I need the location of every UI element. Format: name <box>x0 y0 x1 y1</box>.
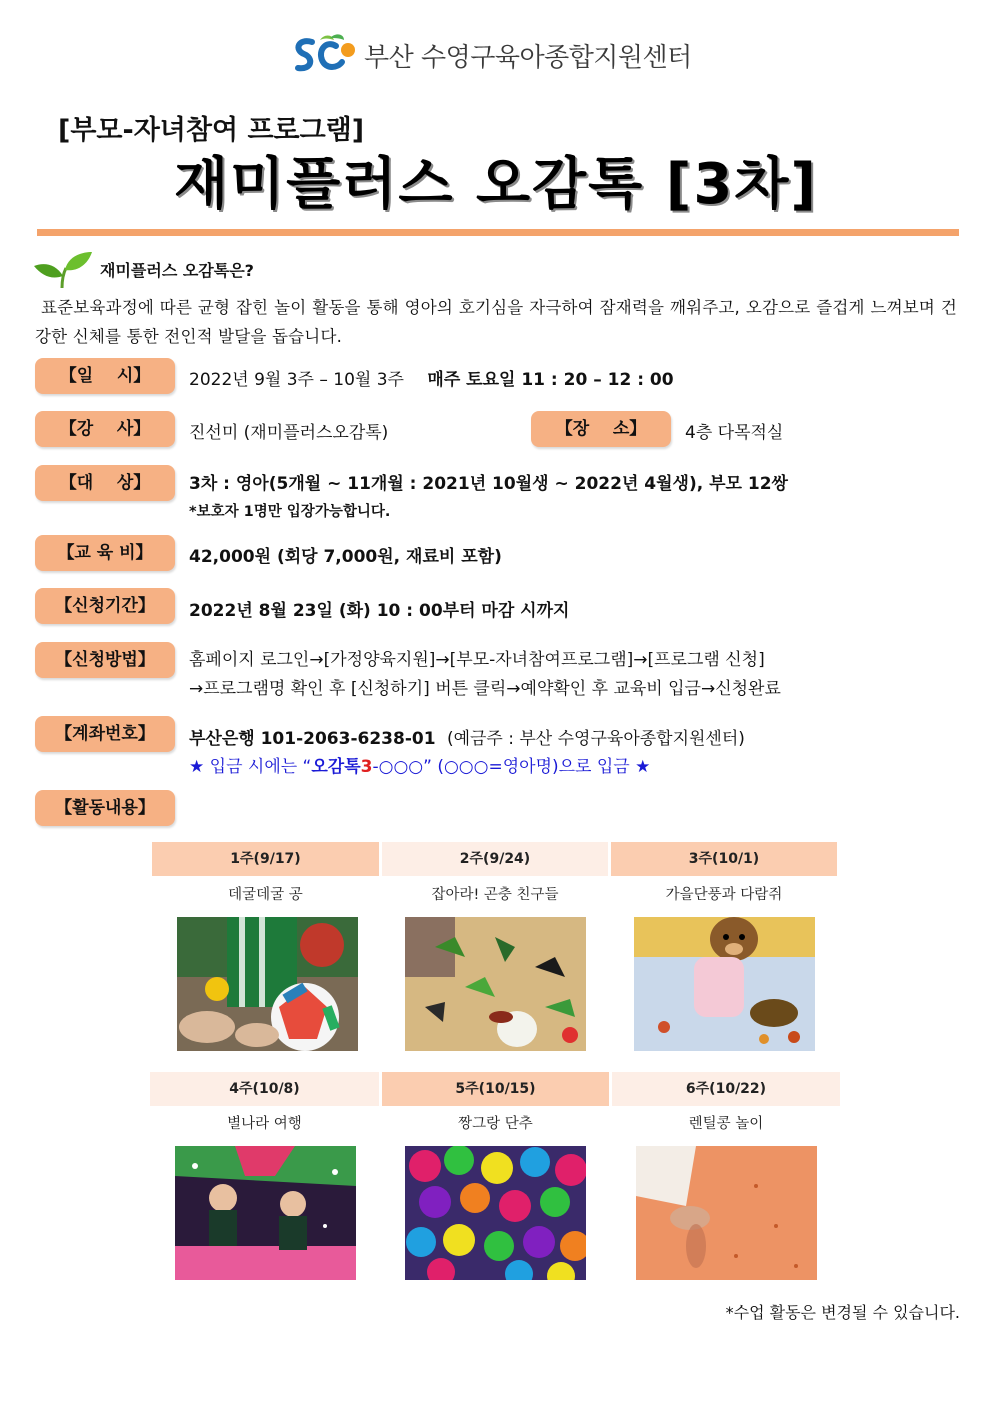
deposit-program-number: 3 <box>360 757 373 777</box>
method-line-1: 홈페이지 로그인→[가정양육지원]→[부모-자녀참여프로그램]→[프로그램 신청] <box>189 650 765 670</box>
week-6-header: 6주(10/22) <box>612 1072 840 1106</box>
week-2-header: 2주(9/24) <box>382 842 608 876</box>
week-3-photo <box>634 917 815 1051</box>
place-value: 4층 다목적실 <box>685 423 784 443</box>
week-5-header: 5주(10/15) <box>382 1072 609 1106</box>
intro-description: 표준보육과정에 따른 균형 잡힌 놀이 활동을 통해 영아의 호기심을 자극하여 잠재력을 깨워주고, 오감으로 즐겁게 느껴보며 건강한 신체를 통한 전인적 발달을 돕습니다. <box>35 298 957 346</box>
account-holder: (예금주 : 부산 수영구육아종합지원센터) <box>446 729 745 749</box>
label-fee: 【교 육 비】 <box>35 535 175 571</box>
program-category: [부모-자녀참여 프로그램] <box>58 115 365 146</box>
sprout-icon <box>32 250 94 290</box>
label-account: 【계좌번호】 <box>35 716 175 752</box>
center-logo <box>290 30 710 80</box>
deposit-suffix: -○○○” (○○○=영아명)으로 입금 ★ <box>372 757 651 777</box>
week-4-photo <box>175 1146 356 1280</box>
week-6-title: 렌틸콩 놀이 <box>688 1116 764 1132</box>
week-3-header: 3주(10/1) <box>611 842 837 876</box>
schedule-time: 매주 토요일 11 : 20 – 12 : 00 <box>427 370 674 390</box>
week-5-title: 짱그랑 단추 <box>458 1116 533 1132</box>
instructor-value: 진선미 (재미플러스오감톡) <box>189 423 389 443</box>
week-2-title: 잡아라! 곤충 친구들 <box>431 887 559 903</box>
week-3-title: 가을단풍과 다람쥐 <box>665 887 783 903</box>
footer-note: *수업 활동은 변경될 수 있습니다. <box>725 1303 960 1322</box>
bank-account: 부산은행 101-2063-6238-01 <box>189 729 436 749</box>
week-2-photo <box>405 917 586 1051</box>
label-instructor: 【강 사】 <box>35 411 175 447</box>
week-4-header: 4주(10/8) <box>150 1072 379 1106</box>
week-1-header: 1주(9/17) <box>152 842 379 876</box>
label-period: 【신청기간】 <box>35 588 175 624</box>
method-line-2: →프로그램명 확인 후 [신청하기] 버튼 클릭→예약확인 후 교육비 입금→신청완료 <box>189 679 781 699</box>
intro-heading: 재미플러스 오감톡은? <box>100 261 254 280</box>
target-value: 3차 : 영아(5개월 ~ 11개월 : 2021년 10월생 ~ 2022년 4월생), 부모 12쌍 <box>189 474 788 494</box>
page-title: 재미플러스 오감톡 [3차] <box>173 152 818 217</box>
title-divider <box>37 229 959 236</box>
org-name: 부산 수영구육아종합지원센터 <box>364 42 692 73</box>
week-4-title: 별나라 여행 <box>227 1116 302 1132</box>
label-activity: 【활동내용】 <box>35 790 175 826</box>
account-value <box>189 724 745 749</box>
deposit-program-name: 오감톡 <box>311 757 361 777</box>
week-5-photo <box>405 1146 586 1280</box>
schedule-dates: 2022년 9월 3주 – 10월 3주 <box>189 370 404 390</box>
period-value: 2022년 8월 23일 (화) 10 : 00부터 마감 시까지 <box>189 601 570 621</box>
label-place: 【장 소】 <box>531 411 671 447</box>
week-1-title: 데굴데굴 공 <box>228 887 303 903</box>
label-method: 【신청방법】 <box>35 642 175 678</box>
label-schedule: 【일 시】 <box>35 358 175 394</box>
label-target: 【대 상】 <box>35 465 175 501</box>
schedule-value <box>189 365 674 390</box>
deposit-prefix: ★ 입금 시에는 “ <box>189 757 312 777</box>
target-note: *보호자 1명만 입장가능합니다. <box>189 504 391 520</box>
week-1-photo <box>177 917 358 1051</box>
logo-mark-icon <box>290 32 362 78</box>
fee-value: 42,000원 (회당 7,000원, 재료비 포함) <box>189 547 502 567</box>
week-6-photo <box>636 1146 817 1280</box>
deposit-instruction <box>189 752 650 777</box>
